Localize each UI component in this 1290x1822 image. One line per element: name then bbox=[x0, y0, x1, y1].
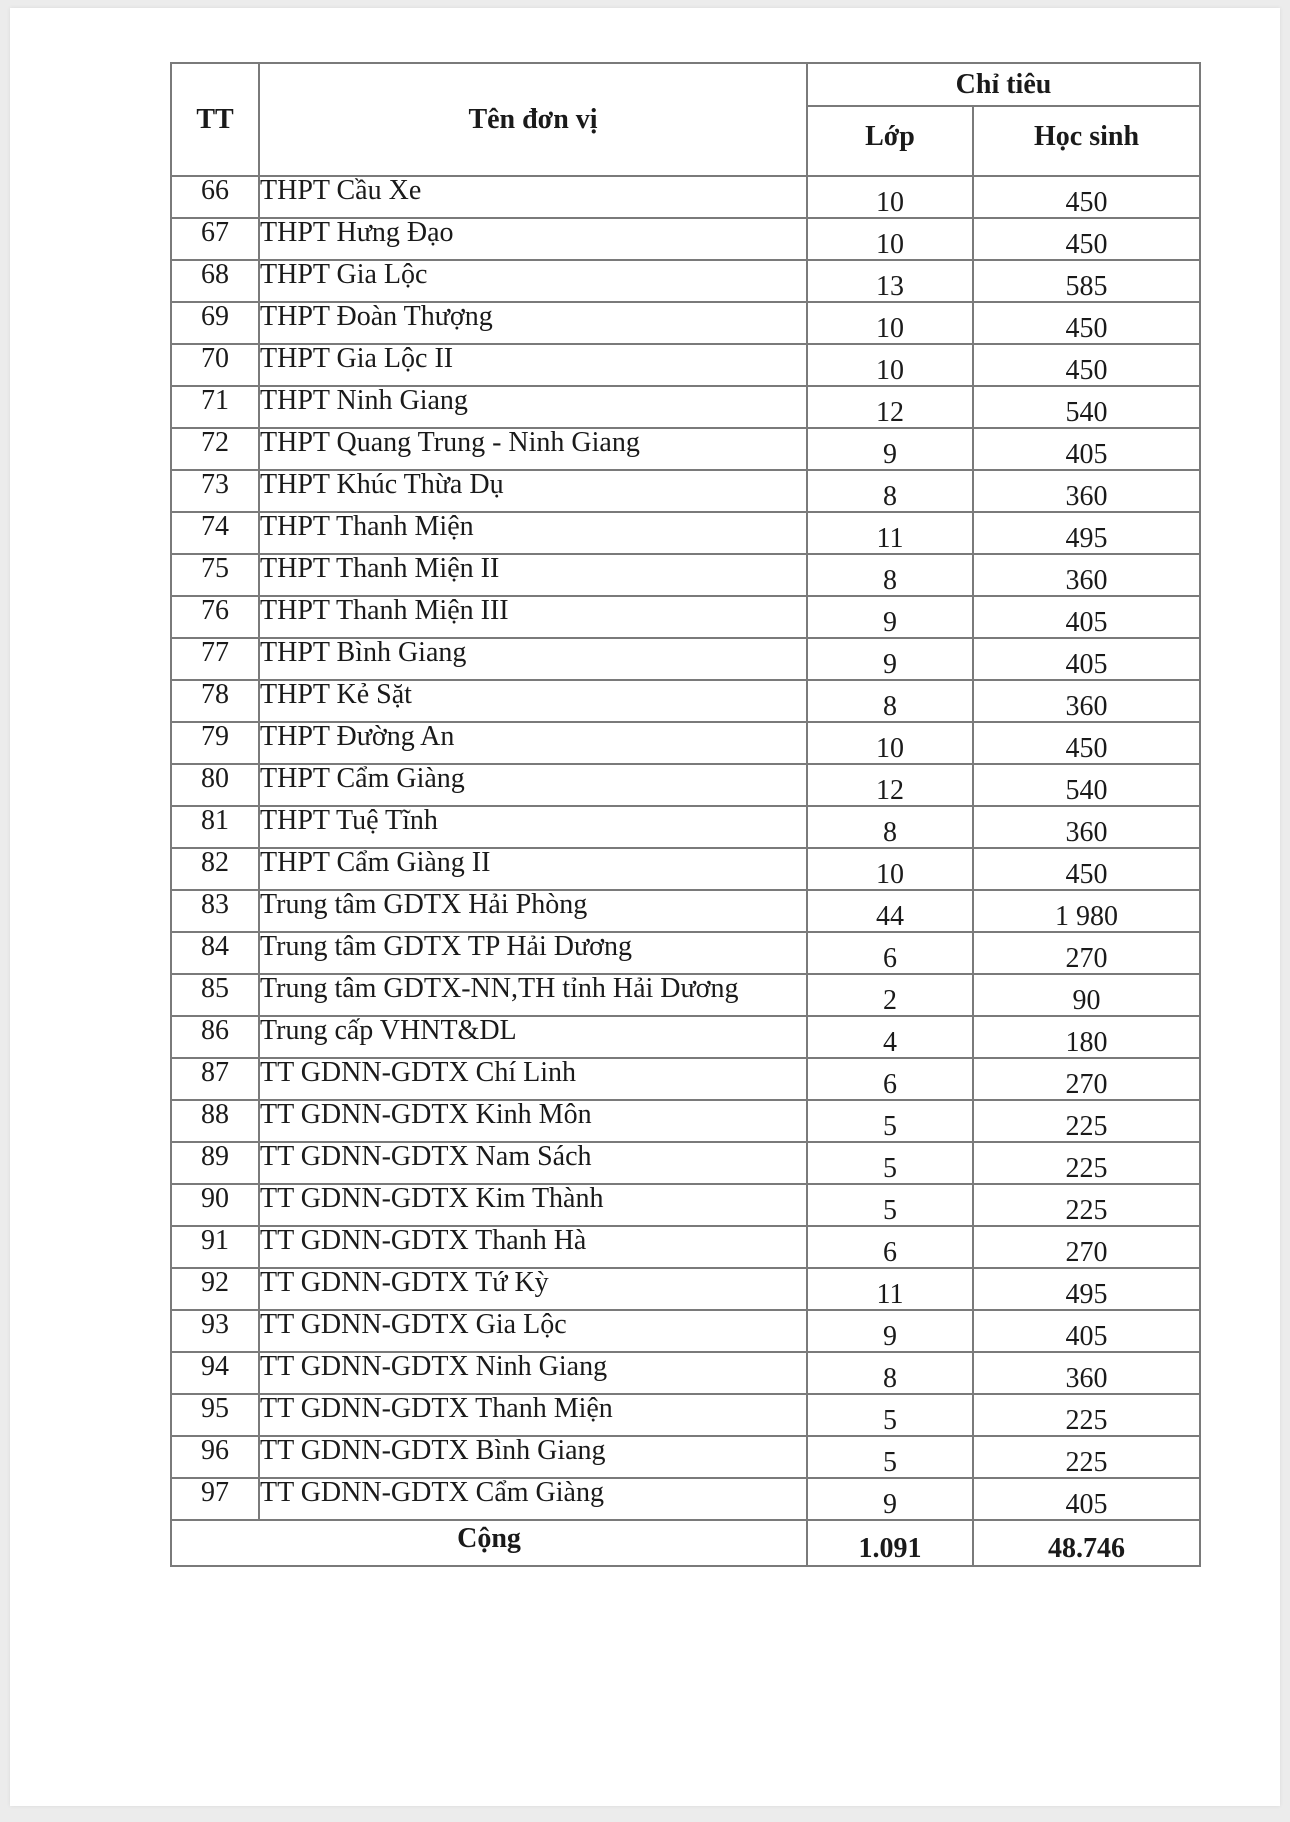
unit-name: TT GDNN-GDTX Kinh Môn bbox=[259, 1100, 807, 1142]
total-classes: 1.091 bbox=[807, 1520, 973, 1566]
students-count: 405 bbox=[973, 638, 1200, 680]
total-students: 48.746 bbox=[973, 1520, 1200, 1566]
unit-name: Trung tâm GDTX TP Hải Dương bbox=[259, 932, 807, 974]
table-row bbox=[171, 806, 1200, 848]
unit-name: TT GDNN-GDTX Gia Lộc bbox=[259, 1310, 807, 1352]
header-tt: TT bbox=[171, 63, 259, 176]
classes-count: 6 bbox=[807, 1226, 973, 1268]
students-count: 360 bbox=[973, 470, 1200, 512]
table-row bbox=[171, 1394, 1200, 1436]
unit-name: THPT Bình Giang bbox=[259, 638, 807, 680]
header-quota: Chỉ tiêu bbox=[807, 63, 1200, 106]
classes-count: 5 bbox=[807, 1142, 973, 1184]
unit-name: THPT Cẩm Giàng II bbox=[259, 848, 807, 890]
classes-count: 10 bbox=[807, 848, 973, 890]
classes-count: 4 bbox=[807, 1016, 973, 1058]
students-count: 450 bbox=[973, 344, 1200, 386]
students-count: 405 bbox=[973, 1310, 1200, 1352]
row-number: 83 bbox=[171, 890, 259, 932]
unit-name: THPT Gia Lộc bbox=[259, 260, 807, 302]
classes-count: 8 bbox=[807, 1352, 973, 1394]
row-number: 86 bbox=[171, 1016, 259, 1058]
students-count: 450 bbox=[973, 722, 1200, 764]
students-count: 225 bbox=[973, 1100, 1200, 1142]
students-count: 450 bbox=[973, 176, 1200, 218]
students-count: 405 bbox=[973, 596, 1200, 638]
classes-count: 9 bbox=[807, 428, 973, 470]
students-count: 225 bbox=[973, 1184, 1200, 1226]
students-count: 270 bbox=[973, 1226, 1200, 1268]
row-number: 91 bbox=[171, 1226, 259, 1268]
students-count: 360 bbox=[973, 554, 1200, 596]
table-row bbox=[171, 1310, 1200, 1352]
classes-count: 10 bbox=[807, 302, 973, 344]
unit-name: THPT Cầu Xe bbox=[259, 176, 807, 218]
classes-count: 10 bbox=[807, 722, 973, 764]
classes-count: 10 bbox=[807, 218, 973, 260]
row-number: 76 bbox=[171, 596, 259, 638]
unit-name: THPT Thanh Miện bbox=[259, 512, 807, 554]
table-row bbox=[171, 260, 1200, 302]
unit-name: THPT Ninh Giang bbox=[259, 386, 807, 428]
row-number: 71 bbox=[171, 386, 259, 428]
row-number: 90 bbox=[171, 1184, 259, 1226]
table-row bbox=[171, 470, 1200, 512]
unit-name: TT GDNN-GDTX Thanh Hà bbox=[259, 1226, 807, 1268]
row-number: 87 bbox=[171, 1058, 259, 1100]
table-row bbox=[171, 890, 1200, 932]
unit-name: Trung tâm GDTX Hải Phòng bbox=[259, 890, 807, 932]
classes-count: 8 bbox=[807, 554, 973, 596]
classes-count: 8 bbox=[807, 470, 973, 512]
unit-name: TT GDNN-GDTX Tứ Kỳ bbox=[259, 1268, 807, 1310]
classes-count: 6 bbox=[807, 932, 973, 974]
row-number: 77 bbox=[171, 638, 259, 680]
classes-count: 2 bbox=[807, 974, 973, 1016]
students-count: 360 bbox=[973, 680, 1200, 722]
students-count: 270 bbox=[973, 932, 1200, 974]
classes-count: 12 bbox=[807, 764, 973, 806]
table-row bbox=[171, 386, 1200, 428]
classes-count: 8 bbox=[807, 806, 973, 848]
table-body bbox=[171, 176, 1200, 1520]
unit-name: THPT Thanh Miện III bbox=[259, 596, 807, 638]
classes-count: 10 bbox=[807, 176, 973, 218]
row-number: 67 bbox=[171, 218, 259, 260]
table-row bbox=[171, 932, 1200, 974]
unit-name: THPT Cẩm Giàng bbox=[259, 764, 807, 806]
students-count: 540 bbox=[973, 386, 1200, 428]
students-count: 225 bbox=[973, 1394, 1200, 1436]
unit-name: THPT Đoàn Thượng bbox=[259, 302, 807, 344]
classes-count: 12 bbox=[807, 386, 973, 428]
row-number: 84 bbox=[171, 932, 259, 974]
row-number: 68 bbox=[171, 260, 259, 302]
unit-name: TT GDNN-GDTX Bình Giang bbox=[259, 1436, 807, 1478]
classes-count: 9 bbox=[807, 638, 973, 680]
table-row bbox=[171, 974, 1200, 1016]
classes-count: 11 bbox=[807, 1268, 973, 1310]
table-row bbox=[171, 1268, 1200, 1310]
table-row bbox=[171, 1016, 1200, 1058]
students-count: 225 bbox=[973, 1436, 1200, 1478]
unit-name: THPT Hưng Đạo bbox=[259, 218, 807, 260]
unit-name: TT GDNN-GDTX Chí Linh bbox=[259, 1058, 807, 1100]
unit-name: TT GDNN-GDTX Kim Thành bbox=[259, 1184, 807, 1226]
enrollment-quota-table bbox=[170, 62, 1201, 1567]
unit-name: THPT Gia Lộc II bbox=[259, 344, 807, 386]
table-row bbox=[171, 302, 1200, 344]
row-number: 73 bbox=[171, 470, 259, 512]
students-count: 405 bbox=[973, 1478, 1200, 1520]
row-number: 70 bbox=[171, 344, 259, 386]
table-row bbox=[171, 428, 1200, 470]
header-unit-name: Tên đơn vị bbox=[259, 63, 807, 176]
table-row bbox=[171, 1142, 1200, 1184]
unit-name: TT GDNN-GDTX Nam Sách bbox=[259, 1142, 807, 1184]
table-row bbox=[171, 1436, 1200, 1478]
unit-name: THPT Khúc Thừa Dụ bbox=[259, 470, 807, 512]
row-number: 74 bbox=[171, 512, 259, 554]
students-count: 450 bbox=[973, 302, 1200, 344]
row-number: 81 bbox=[171, 806, 259, 848]
table-row bbox=[171, 680, 1200, 722]
row-number: 80 bbox=[171, 764, 259, 806]
row-number: 82 bbox=[171, 848, 259, 890]
students-count: 450 bbox=[973, 848, 1200, 890]
students-count: 585 bbox=[973, 260, 1200, 302]
classes-count: 6 bbox=[807, 1058, 973, 1100]
row-number: 88 bbox=[171, 1100, 259, 1142]
unit-name: TT GDNN-GDTX Ninh Giang bbox=[259, 1352, 807, 1394]
row-number: 94 bbox=[171, 1352, 259, 1394]
classes-count: 5 bbox=[807, 1100, 973, 1142]
row-number: 95 bbox=[171, 1394, 259, 1436]
students-count: 360 bbox=[973, 1352, 1200, 1394]
row-number: 97 bbox=[171, 1478, 259, 1520]
classes-count: 9 bbox=[807, 596, 973, 638]
students-count: 540 bbox=[973, 764, 1200, 806]
classes-count: 5 bbox=[807, 1184, 973, 1226]
row-number: 96 bbox=[171, 1436, 259, 1478]
classes-count: 8 bbox=[807, 680, 973, 722]
unit-name: THPT Quang Trung - Ninh Giang bbox=[259, 428, 807, 470]
total-row bbox=[171, 1520, 1200, 1566]
table-row bbox=[171, 638, 1200, 680]
table-row bbox=[171, 1100, 1200, 1142]
table-row bbox=[171, 512, 1200, 554]
students-count: 1 980 bbox=[973, 890, 1200, 932]
students-count: 225 bbox=[973, 1142, 1200, 1184]
classes-count: 44 bbox=[807, 890, 973, 932]
students-count: 180 bbox=[973, 1016, 1200, 1058]
students-count: 495 bbox=[973, 1268, 1200, 1310]
unit-name: Trung cấp VHNT&DL bbox=[259, 1016, 807, 1058]
row-number: 72 bbox=[171, 428, 259, 470]
students-count: 450 bbox=[973, 218, 1200, 260]
table-row bbox=[171, 764, 1200, 806]
table-row bbox=[171, 722, 1200, 764]
table-row bbox=[171, 848, 1200, 890]
unit-name: THPT Đường An bbox=[259, 722, 807, 764]
table-row bbox=[171, 218, 1200, 260]
table-row bbox=[171, 176, 1200, 218]
students-count: 405 bbox=[973, 428, 1200, 470]
header-students: Học sinh bbox=[973, 106, 1200, 176]
row-number: 78 bbox=[171, 680, 259, 722]
row-number: 79 bbox=[171, 722, 259, 764]
classes-count: 9 bbox=[807, 1478, 973, 1520]
unit-name: THPT Thanh Miện II bbox=[259, 554, 807, 596]
table-row bbox=[171, 596, 1200, 638]
row-number: 89 bbox=[171, 1142, 259, 1184]
unit-name: TT GDNN-GDTX Cẩm Giàng bbox=[259, 1478, 807, 1520]
table-row bbox=[171, 1226, 1200, 1268]
unit-name: THPT Kẻ Sặt bbox=[259, 680, 807, 722]
header-classes: Lớp bbox=[807, 106, 973, 176]
row-number: 66 bbox=[171, 176, 259, 218]
document-page bbox=[10, 8, 1280, 1806]
unit-name: TT GDNN-GDTX Thanh Miện bbox=[259, 1394, 807, 1436]
table-row bbox=[171, 1478, 1200, 1520]
classes-count: 9 bbox=[807, 1310, 973, 1352]
unit-name: THPT Tuệ Tĩnh bbox=[259, 806, 807, 848]
classes-count: 10 bbox=[807, 344, 973, 386]
classes-count: 11 bbox=[807, 512, 973, 554]
row-number: 93 bbox=[171, 1310, 259, 1352]
row-number: 69 bbox=[171, 302, 259, 344]
table-row bbox=[171, 554, 1200, 596]
students-count: 270 bbox=[973, 1058, 1200, 1100]
table-row bbox=[171, 1184, 1200, 1226]
row-number: 92 bbox=[171, 1268, 259, 1310]
students-count: 360 bbox=[973, 806, 1200, 848]
classes-count: 13 bbox=[807, 260, 973, 302]
students-count: 495 bbox=[973, 512, 1200, 554]
table-row bbox=[171, 1352, 1200, 1394]
row-number: 85 bbox=[171, 974, 259, 1016]
total-label: Cộng bbox=[171, 1520, 807, 1566]
unit-name: Trung tâm GDTX-NN,TH tỉnh Hải Dương bbox=[259, 974, 807, 1016]
classes-count: 5 bbox=[807, 1394, 973, 1436]
students-count: 90 bbox=[973, 974, 1200, 1016]
row-number: 75 bbox=[171, 554, 259, 596]
table-row bbox=[171, 1058, 1200, 1100]
table-row bbox=[171, 344, 1200, 386]
classes-count: 5 bbox=[807, 1436, 973, 1478]
